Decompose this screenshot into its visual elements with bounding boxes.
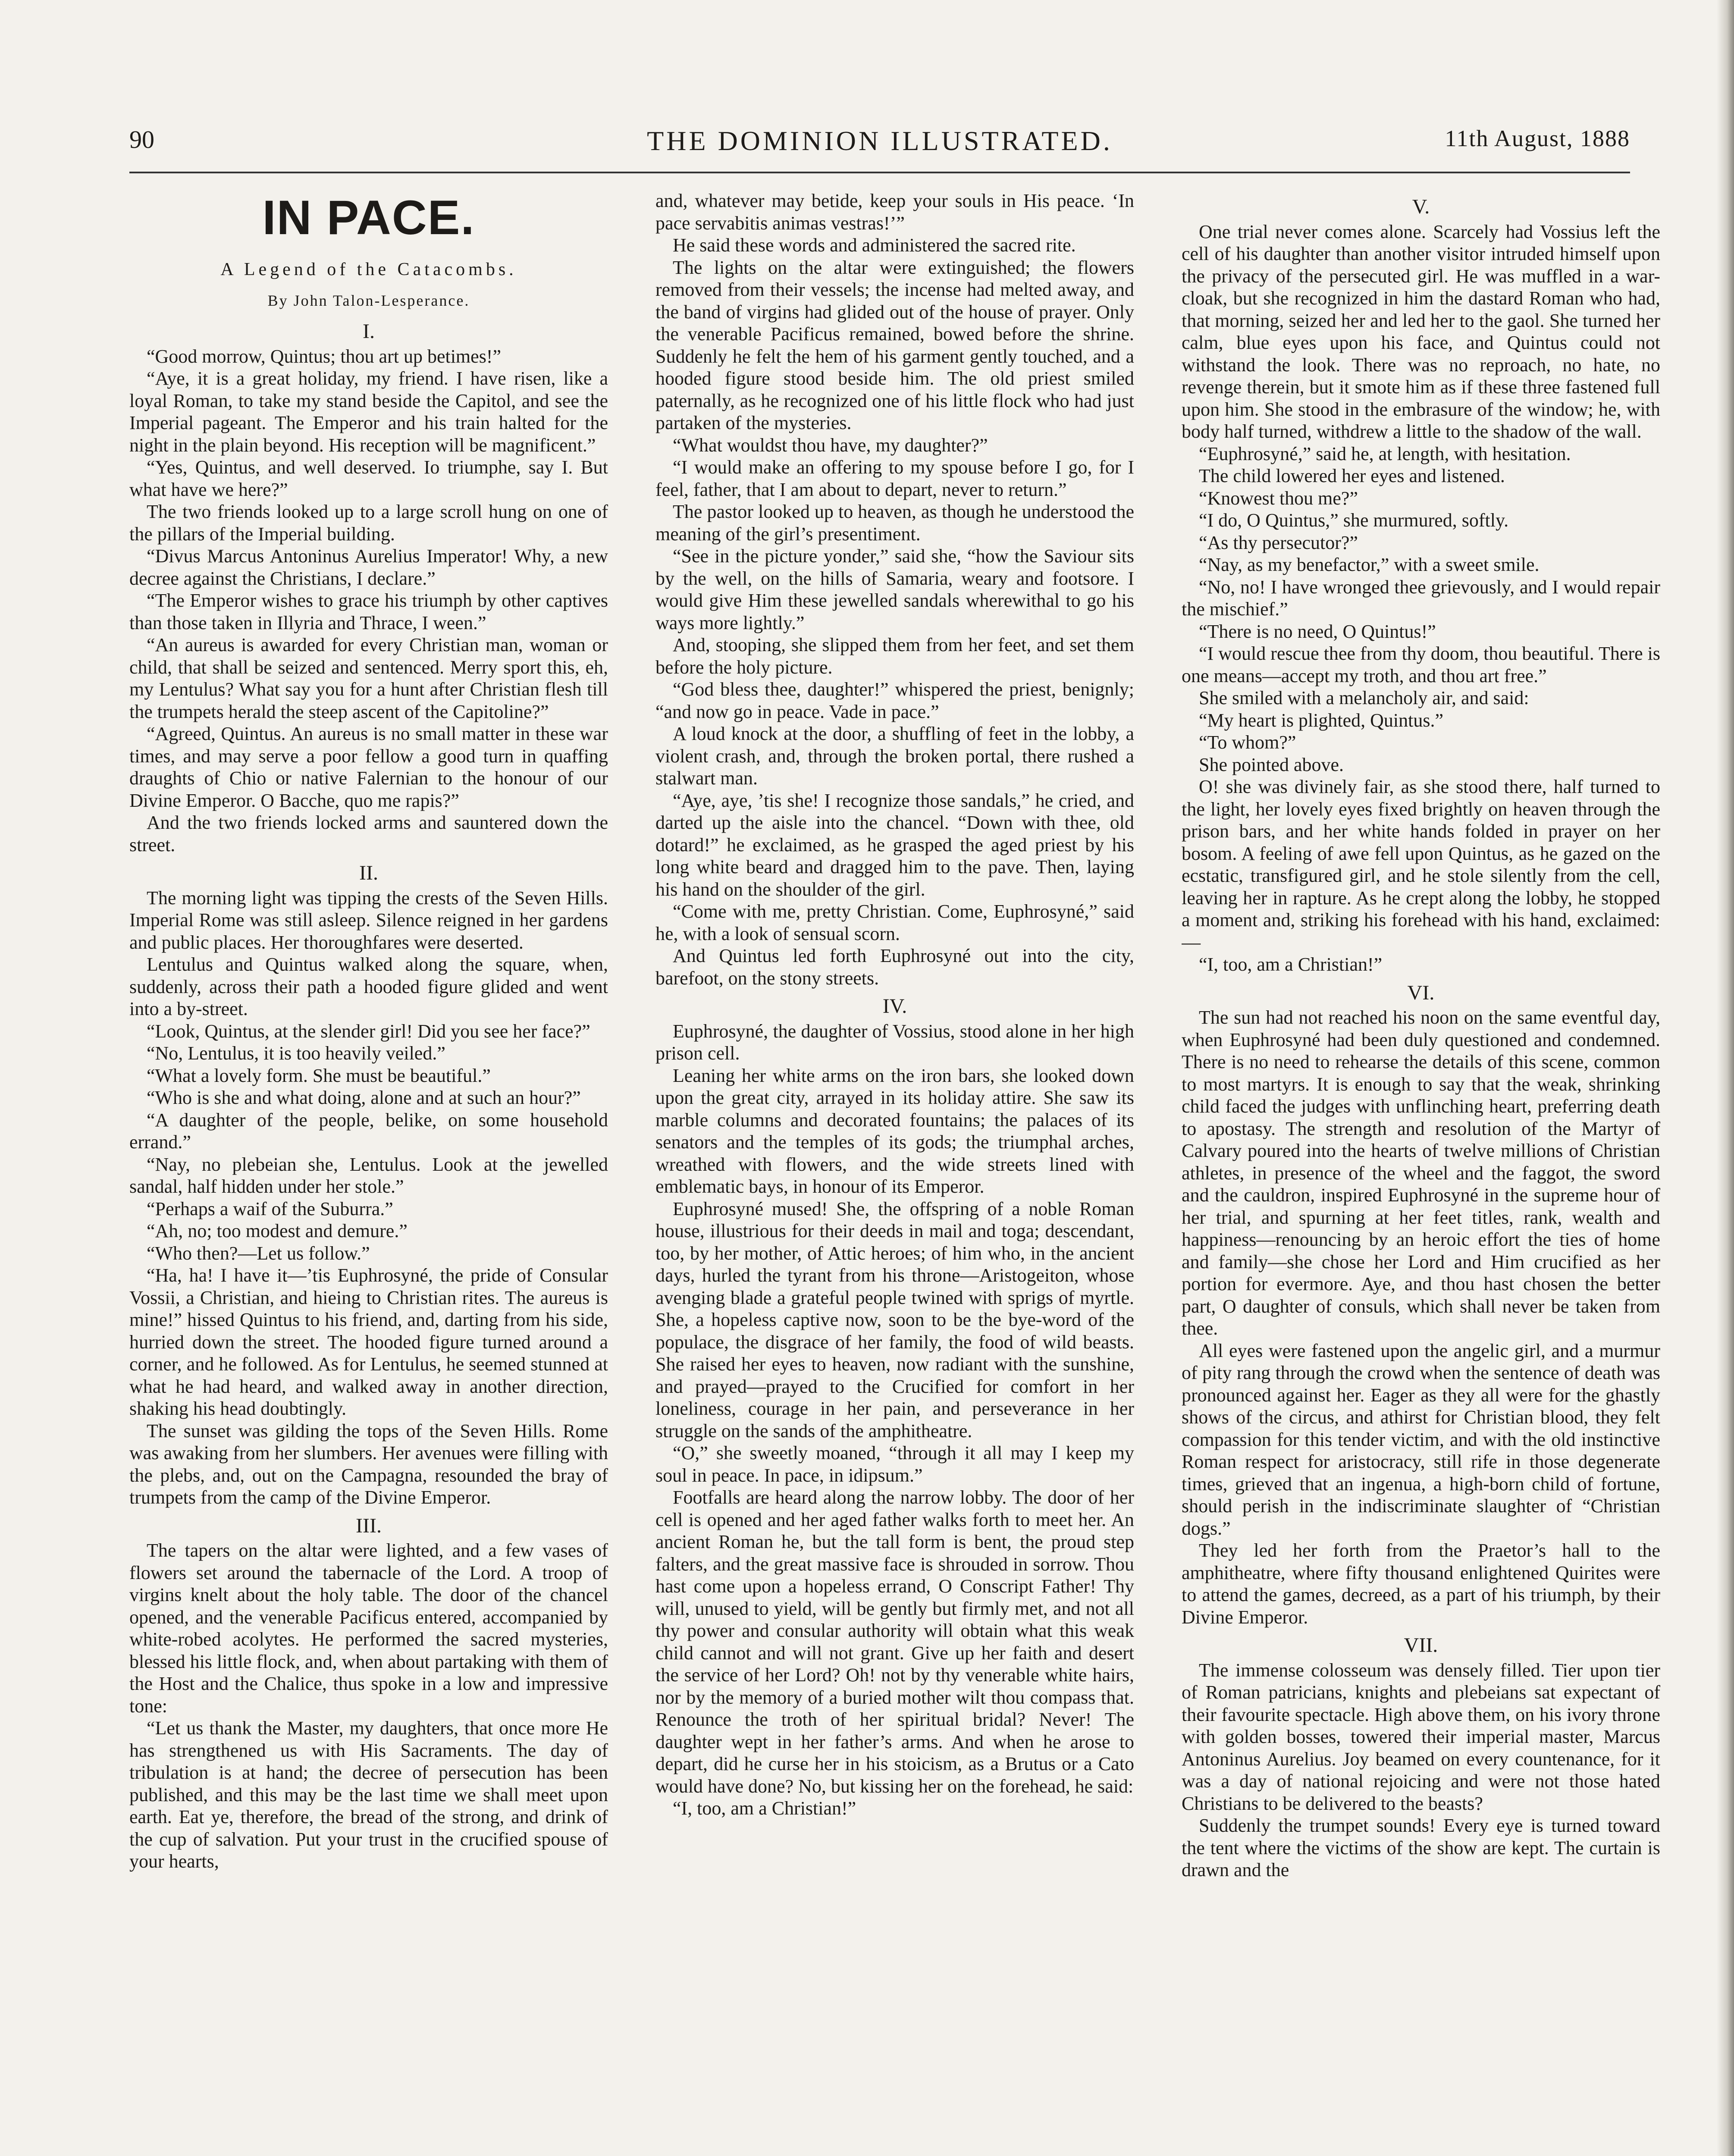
paragraph: The sunset was gilding the tops of the Seven Hills. Rome was awaking from her slumbers. Her avenues were filling with the plebs, and, out on the Campagna, resounded the bray of trumpets from the camp of the Divine Emperor. bbox=[129, 1420, 608, 1508]
paragraph: The immense colosseum was densely filled. Tier upon tier of Roman patricians, knights and plebeians sat expectant of their favourite spectacle. High above them, on his ivory throne with golden bosses, towered their imperial master, Marcus Antoninus Aurelius. Joy beamed on every countenance, for it was a day of national rejoicing and were not those hated Christians to be delivered to the beasts? bbox=[1182, 1659, 1660, 1814]
paragraph: “An aureus is awarded for every Christian man, woman or child, that shall be seized and sentenced. Merry sport this, eh, my Lentulus? What say you for a hunt after Christian flesh till the trumpets herald the steep ascent of the Capitoline?” bbox=[129, 634, 608, 722]
paragraph: “Perhaps a waif of the Suburra.” bbox=[147, 1198, 393, 1219]
paragraph: The pastor looked up to heaven, as though he understood the meaning of the girl’s presentiment. bbox=[655, 501, 1134, 545]
paragraph: She pointed above. bbox=[1199, 754, 1344, 775]
paragraph: “Euphrosyné,” said he, at length, with hesitation. bbox=[1199, 443, 1571, 464]
paragraph: “Nay, as my benefactor,” with a sweet smile. bbox=[1199, 554, 1540, 575]
paragraph: “Ah, no; too modest and demure.” bbox=[147, 1220, 408, 1241]
column-1 bbox=[129, 190, 608, 2156]
paragraph: “My heart is plighted, Quintus.” bbox=[1199, 709, 1444, 731]
paragraph: “As thy persecutor?” bbox=[1199, 532, 1358, 553]
column-3 bbox=[1182, 190, 1660, 2156]
paragraph: “God bless thee, daughter!” whispered the priest, benignly; “and now go in peace. Vade in pace.” bbox=[655, 679, 1134, 722]
section-heading: III. bbox=[356, 1514, 382, 1537]
paragraph: “Good morrow, Quintus; thou art up betimes!” bbox=[147, 345, 501, 367]
paragraph: And the two friends locked arms and sauntered down the street. bbox=[129, 812, 608, 856]
page-edge bbox=[1717, 0, 1734, 2156]
paragraph: “Who then?—Let us follow.” bbox=[147, 1242, 370, 1264]
page-number: 90 bbox=[129, 125, 154, 154]
paragraph: “Agreed, Quintus. An aureus is no small matter in these war times, and may serve a poor fellow a good turn in quaffing draughts of Chio or native Falernian to the honour of our Divine Emperor. O Bacche, quo me rapis?” bbox=[129, 723, 608, 811]
paragraph: The sun had not reached his noon on the same eventful day, when Euphrosyné had been duly questioned and condemned. There is no need to rehearse the details of this scene, common to most martyrs. It is enough to say that the weak, shrinking child faced the judges with unflinching heart, preferring death to apostasy. The strength and resolution of the Martyr of Calvary poured into the hearts of twelve millions of Christian athletes, in presence of the wheel and the faggot, the sword and the cauldron, inspired Euphrosyné in the supreme hour of her trial, and spurning at her feet titles, rank, wealth and happiness—renouncing by an heroic effort the ties of home and family—she chose her Lord and Him crucified as her portion for evermore. Aye, and thou hast chosen the better part, O daughter of consuls, which shall never be taken from thee. bbox=[1182, 1007, 1660, 1339]
paragraph: The morning light was tipping the crests of the Seven Hills. Imperial Rome was still asleep. Silence reigned in her gardens and public places. Her thoroughfares were deserted. bbox=[129, 887, 608, 953]
paragraph: “See in the picture yonder,” said she, “how the Saviour sits by the well, on the hills of Samaria, weary and footsore. I would give Him these jewelled sandals wherewithal to go his ways more lightly.” bbox=[655, 545, 1134, 633]
paragraph: “Let us thank the Master, my daughters, that once more He has strengthened us with His Sacraments. The day of tribulation is at hand; the decree of persecution has been published, and this may be the last time we shall meet upon earth. Eat ye, therefore, the bread of the strong, and drink of the cup of salvation. Put your trust in the crucified spouse of your hearts, bbox=[129, 1717, 608, 1872]
paragraph: All eyes were fastened upon the angelic girl, and a murmur of pity rang through the crowd when the sentence of death was pronounced against her. Eager as they all were for the ghastly shows of the circus, and athirst for Christian blood, they felt compassion for this tender victim, and with the old instinctive Roman respect for aristocracy, still rife in those degenerate times, grieved that an ingenua, a high-born child of fortune, should perish in the indiscriminate slaughter of “Christian dogs.” bbox=[1182, 1340, 1660, 1539]
paragraph: “What a lovely form. She must be beautiful.” bbox=[147, 1065, 491, 1086]
paragraph: Lentulus and Quintus walked along the square, when, suddenly, across their path a hooded figure glided and went into a by-street. bbox=[129, 954, 608, 1019]
issue-date: 11th August, 1888 bbox=[1445, 125, 1630, 151]
paragraph: The tapers on the altar were lighted, and a few vases of flowers set around the tabernacle of the Lord. A troop of virgins knelt about the holy table. The door of the chancel opened, and the venerable Pacificus entered, accompanied by white-robed acolytes. He performed the sacred mysteries, blessed his little flock, and, when about partaking with them of the Host and the Chalice, thus spoke in a low and impressive tone: bbox=[129, 1540, 608, 1717]
article-subtitle: A Legend of the Catacombs. bbox=[220, 260, 517, 279]
paragraph: “Yes, Quintus, and well deserved. Io triumphe, say I. But what have we here?” bbox=[129, 457, 608, 500]
paragraph: “O,” she sweetly moaned, “through it all may I keep my soul in peace. In pace, in idipsum.” bbox=[655, 1442, 1134, 1486]
paragraph: “Ha, ha! I have it—’tis Euphrosyné, the pride of Consular Vossii, a Christian, and hieing to Christian rites. The aureus is mine!” hissed Quintus to his friend, and, darting from his side, hurried down the street. The hooded figure turned around a corner, and he followed. As for Lentulus, he seemed stunned at what he had heard, and walked away in another direction, shaking his head doubtingly. bbox=[129, 1265, 608, 1419]
paragraph: “No, no! I have wronged thee grievously, and I would repair the mischief.” bbox=[1182, 576, 1660, 620]
paragraph: “Who is she and what doing, alone and at such an hour?” bbox=[147, 1087, 581, 1108]
section-heading: V. bbox=[1412, 195, 1430, 218]
paragraph: “Nay, no plebeian she, Lentulus. Look at the jewelled sandal, half hidden under her stole.” bbox=[129, 1153, 608, 1197]
article-title: IN PACE. bbox=[262, 191, 475, 244]
section-heading: I. bbox=[363, 320, 375, 343]
paragraph: “No, Lentulus, it is too heavily veiled.” bbox=[147, 1043, 445, 1064]
header-rule bbox=[129, 172, 1630, 173]
paragraph: “I, too, am a Christian!” bbox=[673, 1798, 856, 1819]
paragraph: Euphrosyné, the daughter of Vossius, stood alone in her high prison cell. bbox=[655, 1020, 1134, 1064]
paragraph: The lights on the altar were extinguished; the flowers removed from their vessels; the incense had melted away, and the band of virgins had glided out of the house of prayer. Only the venerable Pacificus remained, bowed before the shrine. Suddenly he felt the hem of his garment gently touched, and a hooded figure stood beside him. The old priest smiled paternally, as he recognized one of his little flock who had just partaken of the mysteries. bbox=[655, 257, 1134, 433]
paragraph: And Quintus led forth Euphrosyné out into the city, barefoot, on the stony streets. bbox=[655, 945, 1134, 989]
paragraph: “There is no need, O Quintus!” bbox=[1199, 620, 1436, 642]
column-2 bbox=[655, 190, 1134, 2156]
paragraph: She smiled with a melancholy air, and said: bbox=[1199, 687, 1529, 708]
paragraph: “What wouldst thou have, my daughter?” bbox=[673, 434, 988, 456]
paragraph: One trial never comes alone. Scarcely had Vossius left the cell of his daughter than another visitor intruded himself upon the privacy of the persecuted girl. He was muffled in a war-cloak, but she recognized in him the dastard Roman who had, that morning, seized her and led her to the gaol. She turned her calm, blue eyes upon his face, and Quintus could not withstand the look. There was no reproach, no hate, no revenge therein, but it smote him as if these three fastened full upon him. She stood in the embrasure of the window; he, with body half turned, withdrew a little to the shadow of the wall. bbox=[1182, 221, 1660, 442]
paragraph: And, stooping, she slipped them from her feet, and set them before the holy picture. bbox=[655, 634, 1134, 678]
paragraph: “Knowest thou me?” bbox=[1199, 487, 1358, 509]
paragraph: “I would make an offering to my spouse before I go, for I feel, father, that I am about to depart, never to return.” bbox=[655, 457, 1134, 500]
paragraph: The child lowered her eyes and listened. bbox=[1199, 465, 1505, 486]
paragraph: O! she was divinely fair, as she stood there, half turned to the light, her lovely eyes fixed brightly on heaven through the prison bars, and her white hands folded in prayer on her bosom. A feeling of awe fell upon Quintus, as he gazed on the ecstatic, transfigured girl, and he stole silently from the cell, leaving her in rapture. As he crept along the lobby, he stopped a moment and, striking his forehead with his hand, exclaimed:— bbox=[1182, 776, 1660, 953]
paragraph: and, whatever may betide, keep your souls in His peace. ‘In pace servabitis animas vestras!’” bbox=[655, 190, 1134, 234]
paragraph: Suddenly the trumpet sounds! Every eye is turned toward the tent where the victims of the show are kept. The curtain is drawn and the bbox=[1182, 1815, 1660, 1880]
article-byline: By John Talon-Lesperance. bbox=[267, 291, 470, 309]
paragraph: They led her forth from the Praetor’s hall to the amphitheatre, where fifty thousand enlightened Quirites were to attend the games, decreed, as a part of his triumph, by their Divine Emperor. bbox=[1182, 1540, 1660, 1628]
paragraph: A loud knock at the door, a shuffling of feet in the lobby, a violent crash, and, through the broken portal, there rushed a stalwart man. bbox=[655, 723, 1134, 789]
paragraph: “I, too, am a Christian!” bbox=[1199, 954, 1383, 975]
paragraph: The two friends looked up to a large scroll hung on one of the pillars of the Imperial building. bbox=[129, 501, 608, 545]
section-heading: VII. bbox=[1404, 1634, 1438, 1657]
paragraph: “The Emperor wishes to grace his triumph by other captives than those taken in Illyria and Thrace, I ween.” bbox=[129, 590, 608, 633]
section-heading: VI. bbox=[1407, 981, 1435, 1004]
paragraph: “Aye, it is a great holiday, my friend. I have risen, like a loyal Roman, to take my stand beside the Capitol, and see the Imperial pageant. The Emperor and his train halted for the night in the plain beyond. His reception will be magnificent.” bbox=[129, 368, 608, 456]
paragraph: “Come with me, pretty Christian. Come, Euphrosyné,” said he, with a look of sensual scorn. bbox=[655, 901, 1134, 944]
paragraph: Euphrosyné mused! She, the offspring of a noble Roman house, illustrious for their deeds in mail and toga; descendant, too, by her mother, of Attic heroes; of him who, in the ancient days, hurled the tyrant from his throne—Aristogeiton, whose avenging blade a grateful people twined with sprigs of myrtle. She, a hopeless captive now, soon to be the bye-word of the populace, the disgrace of her family, the food of wild beasts. She raised her eyes to heaven, now radiant with the sunshine, and prayed—prayed to the Crucified for comfort in her loneliness, courage in her pain, and perseverance in her struggle on the sands of the amphitheatre. bbox=[655, 1198, 1134, 1442]
paragraph: “I do, O Quintus,” she murmured, softly. bbox=[1199, 510, 1509, 531]
page-header bbox=[129, 125, 1630, 177]
section-heading: II. bbox=[359, 862, 378, 884]
paragraph: Leaning her white arms on the iron bars, she looked down upon the great city, arrayed in its holiday attire. She saw its marble columns and decorated fountains; the palaces of its senators and the temples of its gods; the triumphal arches, wreathed with flowers, and the wide streets lined with emblematic bays, in honour of its Emperor. bbox=[655, 1065, 1134, 1197]
section-heading: IV. bbox=[882, 995, 907, 1018]
paragraph: “Aye, aye, ’tis she! I recognize those sandals,” he cried, and darted up the aisle into the chancel. “Down with thee, old dotard!” he exclaimed, as he grasped the aged priest by his long white beard and dragged him to the pave. Then, laying his hand on the shoulder of the girl. bbox=[655, 790, 1134, 900]
paragraph: “I would rescue thee from thy doom, thou beautiful. There is one means—accept my troth, and thou art free.” bbox=[1182, 643, 1660, 686]
paragraph: “Divus Marcus Antoninus Aurelius Imperator! Why, a new decree against the Christians, I declare.” bbox=[129, 545, 608, 589]
paragraph: “To whom?” bbox=[1199, 732, 1296, 753]
paragraph: He said these words and administered the sacred rite. bbox=[673, 235, 1076, 256]
paragraph: Footfalls are heard along the narrow lobby. The door of her cell is opened and her aged father walks forth to meet her. An ancient Roman he, but the tall form is bent, the proud step falters, and the great massive face is shrouded in sorrow. Thou hast come upon a hopeless errand, O Conscript Father! Thy will, unused to yield, will be gently but firmly met, and not all thy power and consular authority will obtain what this weak child cannot and will not grant. Give up her faith and desert the service of her Lord? Oh! not by thy venerable white hairs, nor by the memory of a buried mother wilt thou compass that. Renounce the troth of her spiritual bridal? Never! The daughter wept in her father’s arms. And when he arose to depart, did he curse her in his stoicism, as a Brutus or a Cato would have done? No, but kissing her on the forehead, he said: bbox=[655, 1487, 1134, 1797]
masthead: THE DOMINION ILLUSTRATED. bbox=[647, 125, 1113, 156]
paragraph: “Look, Quintus, at the slender girl! Did you see her face?” bbox=[147, 1020, 590, 1042]
paragraph: “A daughter of the people, belike, on some household errand.” bbox=[129, 1109, 608, 1153]
